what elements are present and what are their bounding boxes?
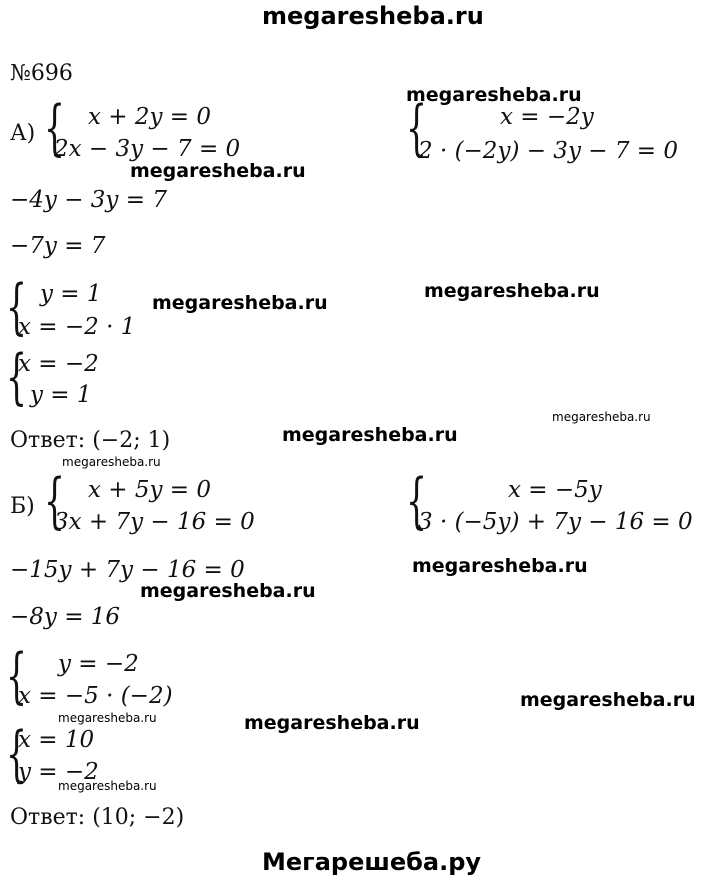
watermark: megaresheba.ru	[406, 84, 582, 106]
equation: x = −2 · 1	[18, 314, 136, 340]
brace: {	[406, 466, 428, 536]
brace: {	[44, 466, 66, 536]
equation: x = −5y	[508, 477, 602, 503]
equation: x = −2y	[500, 104, 594, 130]
equation: 2x − 3y − 7 = 0	[54, 136, 241, 162]
watermark: megaresheba.ru	[282, 424, 458, 446]
equation: y = −2	[58, 651, 139, 677]
watermark: megaresheba.ru	[412, 555, 588, 577]
watermark: megaresheba.ru	[552, 410, 651, 424]
site-footer: Мегарешеба.ру	[262, 848, 482, 876]
equation: 2 · (−2y) − 3y − 7 = 0	[418, 138, 678, 164]
brace: {	[6, 719, 28, 789]
brace: {	[6, 342, 28, 412]
equation: x + 5y = 0	[88, 477, 212, 503]
watermark: megaresheba.ru	[520, 689, 696, 711]
equation: 3x + 7y − 16 = 0	[54, 509, 255, 535]
equation: −7y = 7	[10, 233, 106, 259]
equation: −4y − 3y = 7	[10, 187, 167, 213]
watermark: megaresheba.ru	[152, 292, 328, 314]
problem-number: №696	[10, 61, 73, 86]
watermark: megaresheba.ru	[130, 160, 306, 182]
watermark: megaresheba.ru	[244, 712, 420, 734]
brace: {	[406, 93, 428, 163]
equation: x = −2	[18, 351, 99, 377]
equation: −8y = 16	[10, 604, 121, 630]
equation: y = 1	[40, 281, 102, 307]
watermark: megaresheba.ru	[58, 779, 157, 793]
part-b-label: Б)	[10, 494, 35, 519]
brace: {	[6, 641, 28, 711]
equation: x = 10	[18, 727, 95, 753]
answer-b: Ответ: (10; −2)	[10, 805, 185, 830]
site-header: megaresheba.ru	[262, 2, 484, 30]
equation: y = 1	[30, 382, 92, 408]
watermark: megaresheba.ru	[62, 455, 161, 469]
watermark: megaresheba.ru	[424, 280, 600, 302]
brace: {	[6, 272, 28, 342]
equation: x = −5 · (−2)	[18, 683, 173, 709]
part-a-label: А)	[10, 121, 36, 146]
watermark: megaresheba.ru	[58, 711, 157, 725]
answer-a: Ответ: (−2; 1)	[10, 428, 171, 453]
watermark: megaresheba.ru	[140, 580, 316, 602]
equation: x + 2y = 0	[88, 104, 212, 130]
equation: 3 · (−5y) + 7y − 16 = 0	[418, 509, 693, 535]
equation: −15y + 7y − 16 = 0	[10, 557, 245, 583]
equation: y = −2	[18, 759, 99, 785]
brace: {	[44, 93, 66, 163]
